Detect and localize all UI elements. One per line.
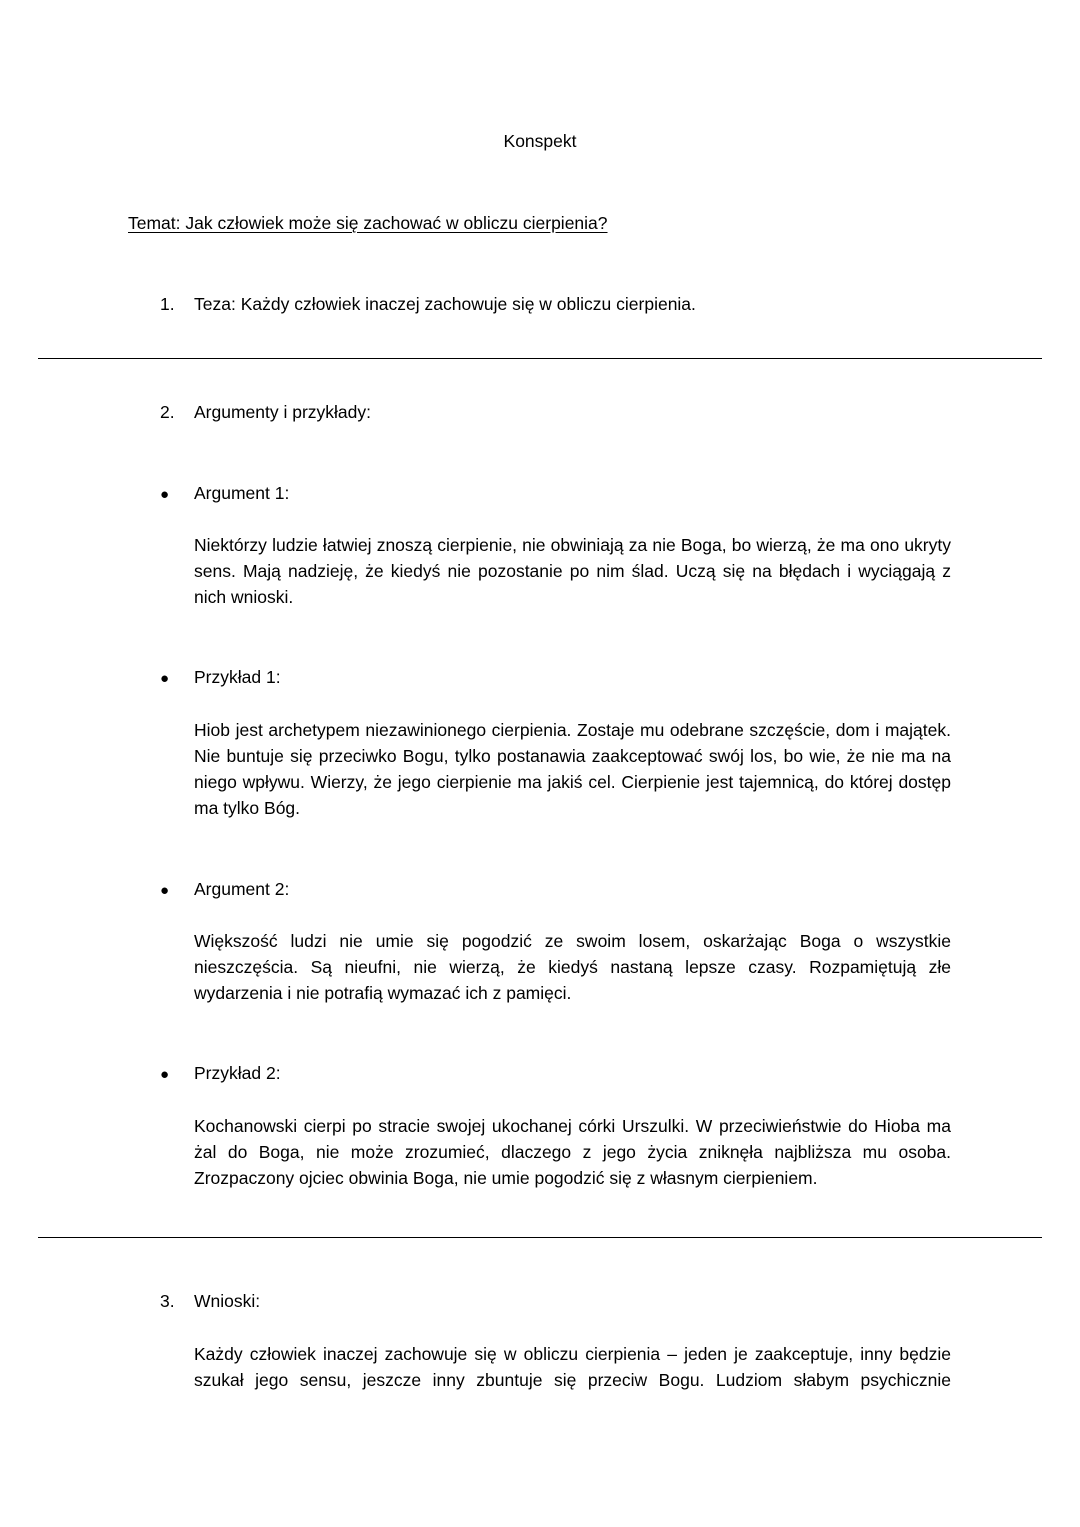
argument2-text: Większość ludzi nie umie się pogodzić ze swoim losem, oskarżając Boga o wszystkie nieszczęścia. Są nieufni, nie wierzą, że kiedyś nastaną lepsze czasy. Rozpamiętują złe wydarzenia i nie potrafią wymazać ich z pamięci. <box>194 931 951 1003</box>
arguments-number: 2. <box>160 402 175 422</box>
topic-heading: Temat: Jak człowiek może się zachować w obliczu cierpienia? <box>128 213 608 233</box>
argument1-label: Argument 1: <box>194 483 290 503</box>
bullet-icon: ● <box>160 882 170 899</box>
example2-text: Kochanowski cierpi po stracie swojej ukochanej córki Urszulki. W przeciwieństwie do Hioba ma żal do Boga, nie może zrozumieć, dlaczego z jego życia zniknęła najbliższa mu osoba. Zrozpaczony ojciec obwinia Boga, nie umie pogodzić się z własnym cierpieniem. <box>194 1116 951 1188</box>
example2-label: Przykład 2: <box>194 1063 281 1083</box>
thesis-text: Teza: Każdy człowiek inaczej zachowuje się w obliczu cierpienia. <box>194 294 696 314</box>
thesis-item <box>160 291 696 317</box>
bullet-icon: ● <box>160 1066 170 1083</box>
bullet-icon: ● <box>160 486 170 503</box>
arguments-heading: Argumenty i przykłady: <box>194 402 372 422</box>
example1-label: Przykład 1: <box>194 667 281 687</box>
section-divider <box>38 358 1042 359</box>
example1-text: Hiob jest archetypem niezawinionego cierpienia. Zostaje mu odebrane szczęście, dom i majątek. Nie buntuje się przeciwko Bogu, tylko postanawia zaakceptować swój los, bo wie, że nie ma na niego wpływu. Wierzy, że jego cierpienie ma jakiś cel. Cierpienie jest tajemnicą, do której dostęp ma tylko Bóg. <box>194 720 951 818</box>
example2-bullet-item <box>160 1060 281 1088</box>
thesis-number: 1. <box>160 294 175 314</box>
example1-bullet-item <box>160 664 281 692</box>
argument2-label: Argument 2: <box>194 879 290 899</box>
document-title: Konspekt <box>503 131 577 151</box>
conclusions-text: Każdy człowiek inaczej zachowuje się w obliczu cierpienia – jeden je zaakceptuje, inny będzie szukał jego sensu, jeszcze inny zbuntuje się przeciw Bogu. Ludziom słabym psychicznie <box>194 1344 951 1390</box>
conclusions-heading: Wnioski: <box>194 1291 261 1311</box>
bullet-icon: ● <box>160 670 170 687</box>
arguments-heading-item <box>160 399 371 425</box>
section-divider <box>38 1237 1042 1238</box>
argument1-text: Niektórzy ludzie łatwiej znoszą cierpienie, nie obwiniają za nie Boga, bo wierzą, że ma ono ukryty sens. Mają nadzieję, że kiedyś nie pozostanie po nim ślad. Uczą się na błędach i wyciągają z nich wnioski. <box>194 535 951 607</box>
conclusions-heading-item <box>160 1288 260 1314</box>
conclusions-number: 3. <box>160 1291 175 1311</box>
argument1-bullet-item <box>160 480 289 508</box>
argument2-bullet-item <box>160 876 289 904</box>
